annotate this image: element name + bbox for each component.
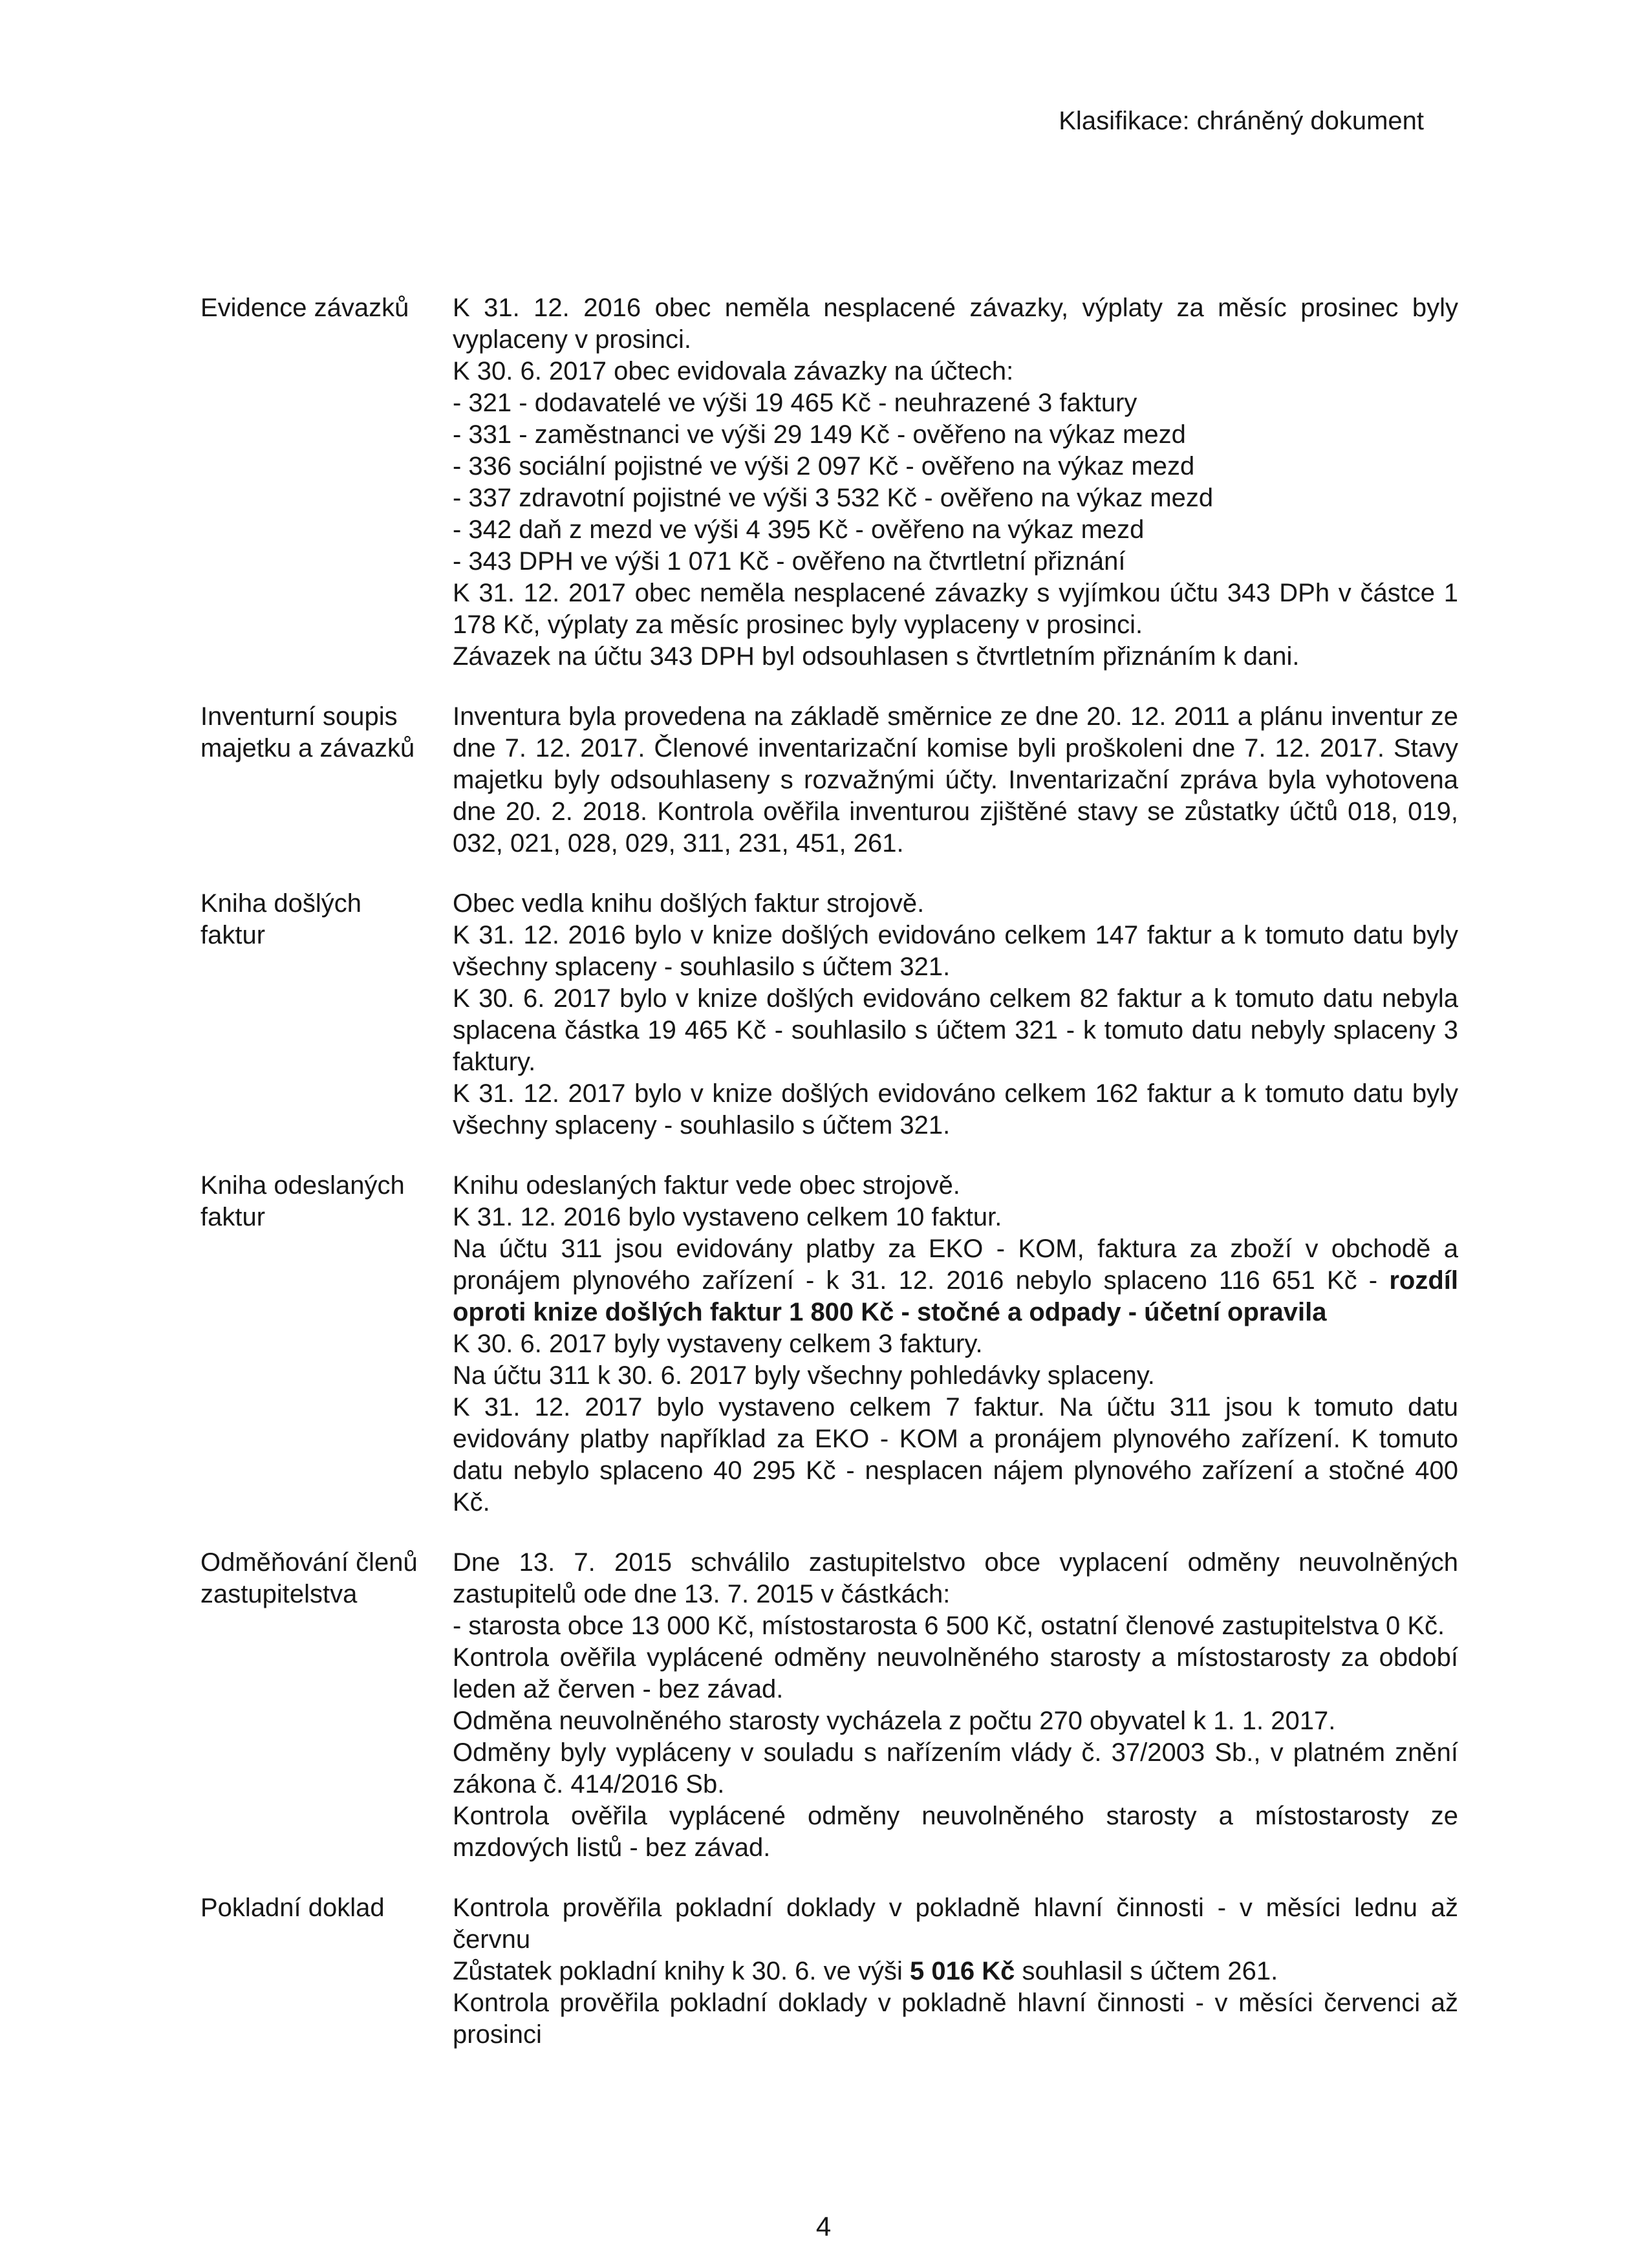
paragraph [453, 1547, 1458, 1610]
bold-text-segment: 5 016 Kč [910, 1957, 1015, 1985]
text-segment: Kontrola prověřila pokladní doklady v pokladně hlavní činnosti - v měsíci lednu až červnu [453, 1894, 1458, 1954]
paragraph [453, 1892, 1458, 1956]
paragraph [453, 1705, 1458, 1737]
text-segment: K 30. 6. 2017 bylo v knize došlých evidováno celkem 82 faktur a k tomuto datu nebyla splacena částka 19 465 Kč - souhlasilo s účtem 321 - k tomuto datu nebyly splaceny 3 faktury. [453, 984, 1458, 1076]
bold-text-segment: rozdíl oproti knize došlých faktur 1 800 Kč - stočné a odpady - účetní opravila [453, 1266, 1458, 1326]
text-segment: K 31. 12. 2017 bylo v knize došlých evidováno celkem 162 faktur a k tomuto datu byly všechny splaceny - souhlasilo s účtem 321. [453, 1079, 1458, 1139]
paragraph [453, 1800, 1458, 1864]
document-body [200, 292, 1458, 2079]
classification-header: Klasifikace: chráněný dokument [1059, 107, 1424, 135]
section-label: Pokladní doklad [200, 1894, 385, 1922]
text-segment: Kontrola ověřila vyplácené odměny neuvolněného starosty a místostarosty za období leden až červen - bez závad. [453, 1643, 1458, 1703]
page-number: 4 [815, 2211, 832, 2241]
paragraph [453, 641, 1458, 673]
text-segment: K 31. 12. 2016 bylo vystaveno celkem 10 faktur. [453, 1203, 1002, 1231]
paragraph [453, 1328, 1458, 1360]
section-label: Kniha došlých faktur [200, 889, 362, 949]
paragraph [453, 482, 1458, 514]
paragraph [453, 514, 1458, 546]
text-segment: - 343 DPH ve výši 1 071 Kč - ověřeno na čtvrtletní přiznání [453, 547, 1126, 576]
text-segment: - 321 - dodavatelé ve výši 19 465 Kč - neuhrazené 3 faktury [453, 389, 1137, 417]
text-segment: - 342 daň z mezd ve výši 4 395 Kč - ověřeno na výkaz mezd [453, 515, 1145, 544]
text-segment: Kontrola ověřila vyplácené odměny neuvolněného starosty a místostarosty ze mzdových listů - bez závad. [453, 1802, 1458, 1862]
paragraph [453, 578, 1458, 641]
paragraph [453, 1360, 1458, 1392]
text-segment: K 30. 6. 2017 byly vystaveny celkem 3 faktury. [453, 1330, 983, 1358]
section-text [453, 1170, 1458, 1518]
section-kniha-odeslanych-faktur [200, 1170, 1458, 1518]
text-segment: - starosta obce 13 000 Kč, místostarosta 6 500 Kč, ostatní členové zastupitelstva 0 Kč. [453, 1612, 1445, 1640]
section-kniha-doslych-faktur [200, 888, 1458, 1141]
section-text [453, 1892, 1458, 2051]
section-pokladni-doklad [200, 1892, 1458, 2051]
text-segment: K 31. 12. 2016 bylo v knize došlých evidováno celkem 147 faktur a k tomuto datu byly všechny splaceny - souhlasilo s účtem 321. [453, 921, 1458, 981]
section-inventurni-soupis [200, 701, 1458, 859]
section-evidence-zavazku [200, 292, 1458, 673]
paragraph [453, 1392, 1458, 1518]
paragraph [453, 1956, 1458, 1987]
section-label: Inventurní soupis majetku a závazků [200, 702, 415, 762]
paragraph [453, 920, 1458, 983]
paragraph [453, 1737, 1458, 1800]
paragraph [453, 419, 1458, 451]
section-text [453, 888, 1458, 1141]
section-text [453, 1547, 1458, 1864]
paragraph [453, 546, 1458, 578]
text-segment: Na účtu 311 k 30. 6. 2017 byly všechny pohledávky splaceny. [453, 1361, 1155, 1390]
text-segment: Inventura byla provedena na základě směrnice ze dne 20. 12. 2011 a plánu inventur ze dne 7. 12. 2017. Členové inventarizační komise byli proškoleni dne 7. 12. 2017. Stavy majetku byly odsouhlaseny s rozvažnými účty. Inventarizační zpráva byla vyhotovena dne 20. 2. 2018. Kontrola ověřila inventurou zjištěné stavy se zůstatky účtů 018, 019, 032, 021, 028, 029, 311, 231, 451, 261. [453, 702, 1458, 858]
paragraph [453, 356, 1458, 387]
paragraph [453, 1233, 1458, 1328]
text-segment: Odměny byly vypláceny v souladu s nařízením vlády č. 37/2003 Sb., v platném znění zákona č. 414/2016 Sb. [453, 1738, 1458, 1798]
text-segment: K 30. 6. 2017 obec evidovala závazky na účtech: [453, 357, 1014, 385]
section-text [453, 701, 1458, 859]
text-segment: Knihu odeslaných faktur vede obec strojově. [453, 1171, 960, 1200]
paragraph [453, 1170, 1458, 1202]
text-segment: - 336 sociální pojistné ve výši 2 097 Kč - ověřeno na výkaz mezd [453, 452, 1195, 481]
paragraph [453, 387, 1458, 419]
section-label: Evidence závazků [200, 294, 409, 322]
text-segment: K 31. 12. 2016 obec neměla nesplacené závazky, výplaty za měsíc prosinec byly vyplaceny v prosinci. [453, 294, 1458, 354]
paragraph [453, 1078, 1458, 1141]
text-segment: Kontrola prověřila pokladní doklady v pokladně hlavní činnosti - v měsíci červenci až prosinci [453, 1989, 1458, 2049]
text-segment: Na účtu 311 jsou evidovány platby za EKO - KOM, faktura za zboží v obchodě a pronájem plynového zařízení - k 31. 12. 2016 nebylo splaceno 116 651 Kč - [453, 1235, 1458, 1295]
paragraph [453, 983, 1458, 1078]
text-segment: Zůstatek pokladní knihy k 30. 6. ve výši [453, 1957, 910, 1985]
paragraph [453, 1642, 1458, 1705]
text-segment: Dne 13. 7. 2015 schválilo zastupitelstvo obce vyplacení odměny neuvolněných zastupitelů ode dne 13. 7. 2015 v částkách: [453, 1548, 1458, 1608]
paragraph [453, 292, 1458, 356]
paragraph [453, 1202, 1458, 1233]
text-segment: souhlasil s účtem 261. [1015, 1957, 1278, 1985]
paragraph [453, 701, 1458, 859]
text-segment: Obec vedla knihu došlých faktur strojově. [453, 889, 925, 918]
section-label: Odměňování členů zastupitelstva [200, 1548, 418, 1608]
text-segment: K 31. 12. 2017 bylo vystaveno celkem 7 faktur. Na účtu 311 jsou k tomuto datu evidovány platby například za EKO - KOM a pronájem plynového zařízení. K tomuto datu nebylo splaceno 40 295 Kč - nesplacen nájem plynového zařízení a stočné 400 Kč. [453, 1393, 1458, 1517]
paragraph [453, 888, 1458, 920]
paragraph [453, 1987, 1458, 2051]
section-text [453, 292, 1458, 673]
text-segment: Odměna neuvolněného starosty vycházela z počtu 270 obyvatel k 1. 1. 2017. [453, 1707, 1336, 1735]
text-segment: K 31. 12. 2017 obec neměla nesplacené závazky s vyjímkou účtu 343 DPh v částce 1 178 Kč, výplaty za měsíc prosinec byly vyplaceny v prosinci. [453, 579, 1458, 639]
paragraph [453, 451, 1458, 482]
text-segment: - 337 zdravotní pojistné ve výši 3 532 Kč - ověřeno na výkaz mezd [453, 484, 1214, 512]
paragraph [453, 1610, 1458, 1642]
section-label: Kniha odeslaných faktur [200, 1171, 405, 1231]
text-segment: Závazek na účtu 343 DPH byl odsouhlasen s čtvrtletním přiznáním k dani. [453, 642, 1300, 671]
section-odmenovani-clenu [200, 1547, 1458, 1864]
text-segment: - 331 - zaměstnanci ve výši 29 149 Kč - ověřeno na výkaz mezd [453, 420, 1186, 449]
